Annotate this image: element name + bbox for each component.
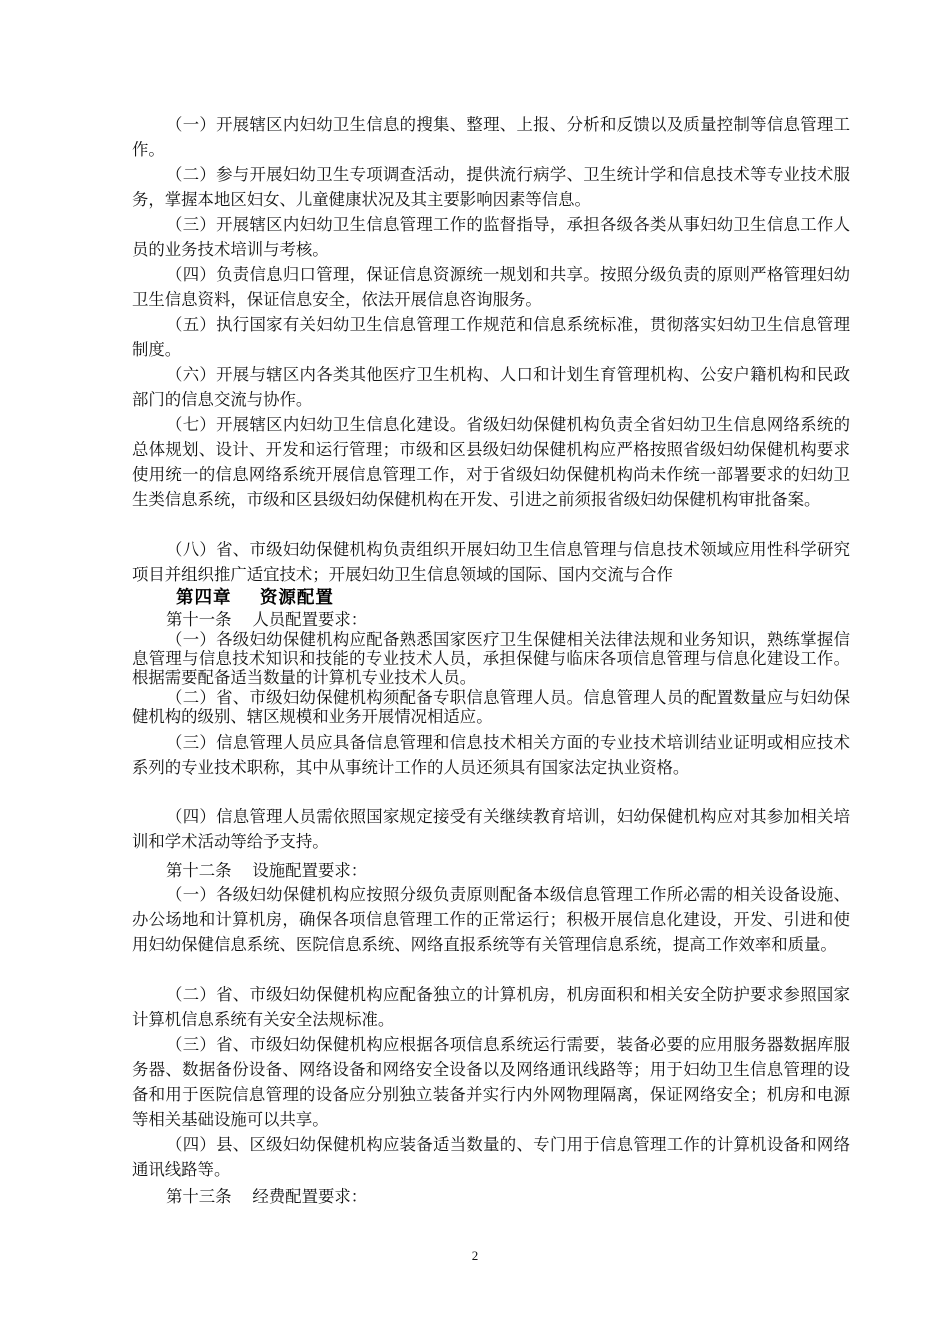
page-number: 2 [471, 1248, 479, 1263]
chapter-heading: 第四章 资源配置 [176, 588, 334, 608]
article-11-title: 第十一条 人员配置要求： [166, 610, 368, 629]
article-12-item-4: （四）县、区级妇幼保健机构应装备适当数量的、专门用于信息管理工作的计算机设备和网络通讯线路等。 [132, 1135, 850, 1179]
article-12-title: 第十二条 设施配置要求： [166, 861, 368, 880]
paragraph-item-8: （八）省、市级妇幼保健机构负责组织开展妇幼卫生信息管理与信息技术领域应用性科学研究项目并组织推广适宜技术；开展妇幼卫生信息领域的国际、国内交流与合作 [132, 540, 850, 584]
paragraph-item-1: （一）开展辖区内妇幼卫生信息的搜集、整理、上报、分析和反馈以及质量控制等信息管理工作。 [132, 115, 850, 159]
paragraph-item-5: （五）执行国家有关妇幼卫生信息管理工作规范和信息系统标准，贯彻落实妇幼卫生信息管理制度。 [132, 315, 850, 359]
paragraph-item-3: （三）开展辖区内妇幼卫生信息管理工作的监督指导，承担各级各类从事妇幼卫生信息工作人员的业务技术培训与考核。 [132, 215, 850, 259]
article-12-item-1: （一）各级妇幼保健机构应按照分级负责原则配备本级信息管理工作所必需的相关设备设施、办公场地和计算机房，确保各项信息管理工作的正常运行；积极开展信息化建设，开发、引进和使用妇幼保健信息系统、医院信息系统、网络直报系统等有关管理信息系统，提高工作效率和质量。 [132, 885, 850, 954]
paragraph-item-4: （四）负责信息归口管理，保证信息资源统一规划和共享。按照分级负责的原则严格管理妇幼卫生信息资料，保证信息安全，依法开展信息咨询服务。 [132, 265, 850, 309]
paragraph-item-2: （二）参与开展妇幼卫生专项调查活动，提供流行病学、卫生统计学和信息技术等专业技术服务，掌握本地区妇女、儿童健康状况及其主要影响因素等信息。 [132, 165, 850, 209]
article-13-title: 第十三条 经费配置要求： [166, 1187, 368, 1206]
article-11-item-4: （四）信息管理人员需依照国家规定接受有关继续教育培训，妇幼保健机构应对其参加相关培训和学术活动等给予支持。 [132, 807, 850, 851]
article-12-item-3: （三）省、市级妇幼保健机构应根据各项信息系统运行需要，装备必要的应用服务器数据库服务器、数据备份设备、网络设备和网络安全设备以及网络通讯线路等；用于妇幼卫生信息管理的设备和用于医院信息管理的设备应分别独立装备并实行内外网物理隔离，保证网络安全；机房和电源等相关基础设施可以共享。 [132, 1035, 850, 1129]
paragraph-item-7: （七）开展辖区内妇幼卫生信息化建设。省级妇幼保健机构负责全省妇幼卫生信息网络系统的总体规划、设计、开发和运行管理；市级和区县级妇幼保健机构应严格按照省级妇幼保健机构要求使用统一的信息网络系统开展信息管理工作，对于省级妇幼保健机构尚未作统一部署要求的妇幼卫生类信息系统，市级和区县级妇幼保健机构在开发、引进之前须报省级妇幼保健机构审批备案。 [132, 415, 850, 509]
article-11-item-1: （一）各级妇幼保健机构应配备熟悉国家医疗卫生保健相关法律法规和业务知识，熟练掌握信息管理与信息技术知识和技能的专业技术人员，承担保健与临床各项信息管理与信息化建设工作。根据需要配备适当数量的计算机专业技术人员。 [132, 630, 850, 687]
paragraph-item-6: （六）开展与辖区内各类其他医疗卫生机构、人口和计划生育管理机构、公安户籍机构和民政部门的信息交流与协作。 [132, 365, 850, 409]
article-12-item-2: （二）省、市级妇幼保健机构应配备独立的计算机房，机房面积和相关安全防护要求参照国家计算机信息系统有关安全法规标准。 [132, 985, 850, 1029]
article-11-item-3: （三）信息管理人员应具备信息管理和信息技术相关方面的专业技术培训结业证明或相应技术系列的专业技术职称，其中从事统计工作的人员还须具有国家法定执业资格。 [132, 733, 850, 777]
article-11-item-2: （二）省、市级妇幼保健机构须配备专职信息管理人员。信息管理人员的配置数量应与妇幼保健机构的级别、辖区规模和业务开展情况相适应。 [132, 688, 850, 726]
